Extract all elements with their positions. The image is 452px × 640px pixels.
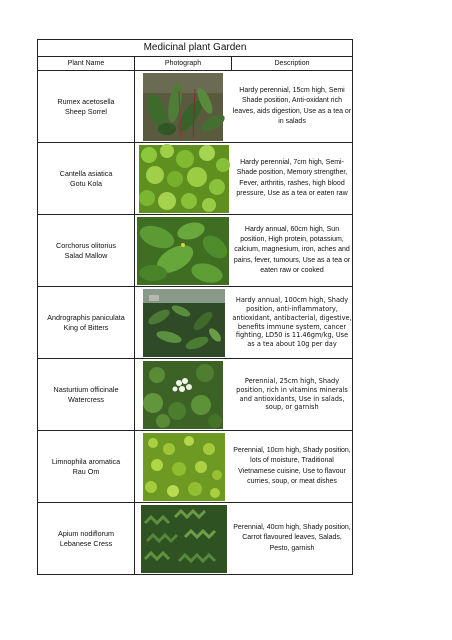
- photo-cell: [135, 215, 232, 287]
- plant-common-name: Rau Om: [72, 466, 100, 476]
- plant-table: [37, 39, 353, 575]
- photo-cell: [135, 359, 232, 431]
- gotu-kola-photo: [135, 143, 232, 214]
- photo-cell: [135, 287, 232, 359]
- description-cell: Hardy annual, 60cm high, Sun position, High protein, potassium, calcium, magnesium, iron, aches and pains, fever, tumours, Use as a tea or eaten raw or cooked: [232, 215, 353, 287]
- plant-name-cell: [38, 143, 135, 215]
- plant-common-name: Salad Mallow: [64, 250, 108, 260]
- plant-name-cell: [38, 287, 135, 359]
- plant-name-cell: [38, 215, 135, 287]
- plant-common-name: Gotu Kola: [70, 178, 102, 188]
- table-row: [38, 71, 353, 143]
- plant-latin-name: Apium nodiflorum: [58, 528, 114, 538]
- table-row: [38, 503, 353, 575]
- plant-common-name: Watercress: [67, 394, 105, 404]
- plant-name-cell: [38, 503, 135, 575]
- description-cell: Perennial, 40cm high, Shady position, Carrot flavoured leaves, Salads, Pesto, garnish: [232, 503, 353, 575]
- plant-latin-name: Limnophila aromatica: [51, 456, 121, 466]
- table-row: [38, 287, 353, 359]
- rau-om-photo: [135, 431, 232, 502]
- table-row: [38, 431, 353, 503]
- plant-name-cell: [38, 71, 135, 143]
- header-description: Description: [232, 57, 353, 71]
- plant-common-name: King of Bitters: [63, 322, 109, 332]
- plant-latin-name: Cantella asiatica: [59, 168, 113, 178]
- sheep-sorrel-photo: [135, 71, 232, 142]
- plant-latin-name: Corchorus olitorius: [56, 240, 116, 250]
- header-plant-name: Plant Name: [38, 57, 135, 71]
- description-cell: Perennial, 10cm high, Shady position, lots of moisture, Traditional Vietnamese cuisine, Use to flavour curries, soup, or meat dishes: [232, 431, 353, 503]
- table-row: [38, 143, 353, 215]
- watercress-photo: [135, 359, 232, 430]
- plant-latin-name: Nasturtium officinale: [53, 384, 119, 394]
- table-row: [38, 359, 353, 431]
- plant-latin-name: Rumex acetosella: [57, 96, 115, 106]
- photo-cell: [135, 71, 232, 143]
- plant-common-name: Lebanese Cress: [59, 538, 113, 548]
- sheet-title: Medicinal plant Garden: [38, 40, 353, 57]
- king-of-bitters-photo: [135, 287, 232, 358]
- salad-mallow-photo: [135, 215, 232, 286]
- plant-name-cell: [38, 431, 135, 503]
- photo-cell: [135, 431, 232, 503]
- description-cell: Hardy perennial, 15cm high, Semi Shade position, Anti-oxidant rich leaves, aids digestion, Use as a tea or in salads: [232, 71, 353, 143]
- table-row: [38, 215, 353, 287]
- photo-cell: [135, 503, 232, 575]
- description-cell: Hardy perennial, 7cm high, Semi-Shade position, Memory strengther, Fever, arthritis, rashes, high blood pressure, Use as a tea or eaten raw: [232, 143, 353, 215]
- description-cell: Perennial, 25cm high, Shady position, rich in vitamins minerals and antioxidants, Use in salads, soup, or garnish: [232, 359, 353, 431]
- lebanese-cress-photo: [135, 503, 232, 574]
- plant-latin-name: Andrographis paniculata: [47, 312, 125, 322]
- photo-cell: [135, 143, 232, 215]
- plant-name-cell: [38, 359, 135, 431]
- description-cell: Hardy annual, 100cm high, Shady position, anti-inflammatory, antioxidant, antibacterial, digestive, benefits immune system, cancer fighting, LD50 is 11.46gm/kg, Use as a tea about 10g per day: [232, 287, 353, 359]
- plant-common-name: Sheep Sorrel: [65, 106, 107, 116]
- header-photograph: Photograph: [135, 57, 232, 71]
